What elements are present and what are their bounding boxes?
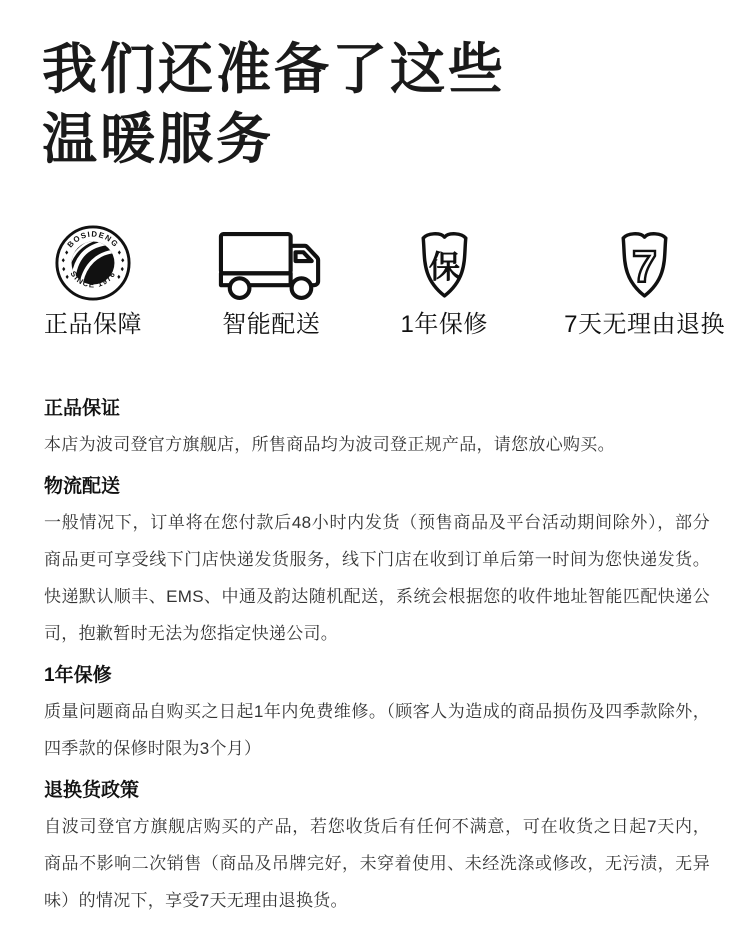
service-label-return: 7天无理由退换 (564, 311, 725, 338)
section-heading: 1年保修 (44, 665, 112, 686)
policy-sections (44, 398, 710, 919)
section-warranty (44, 665, 710, 767)
service-label-delivery: 智能配送 (222, 311, 321, 338)
section-authenticity (44, 398, 710, 463)
section-body: 自波司登官方旗舰店购买的产品，若您收货后有任何不满意，可在收货之日起7天内，商品不影响二次销售（商品及吊牌完好，未穿着使用、未经洗涤或修改，无污渍，无异味）的情况下，享受7天无理由退换货。 (44, 817, 710, 910)
service-icons-row (44, 224, 725, 338)
icon-box (218, 224, 324, 302)
section-body: 一般情况下，订单将在您付款后48小时内发货（预售商品及平台活动期间除外），部分商品更可享受线下门店快递发货服务，线下门店在收到订单后第一时间为您快递发货。快递默认顺丰、EMS、中通及韵达随机配送，系统会根据您的收件地址智能匹配快递公司，抱歉暂时无法为您指定快递公司。 (44, 513, 710, 643)
section-returns (44, 780, 710, 919)
service-item-delivery (218, 224, 324, 338)
icon-box (413, 224, 476, 302)
page-title-line2: 温暖服务 (42, 108, 275, 170)
section-heading: 正品保证 (44, 398, 121, 419)
shield-char-bao: 保 (428, 249, 460, 285)
delivery-truck-icon (218, 229, 324, 302)
icon-box (54, 224, 132, 302)
section-body: 本店为波司登官方旗舰店，所售商品均为波司登正规产品，请您放心购买。 (44, 435, 615, 454)
icon-box (613, 224, 676, 302)
shield-char-7: 7 (632, 242, 657, 292)
service-item-authentic (44, 224, 142, 338)
service-item-return (564, 224, 725, 338)
section-heading: 退换货政策 (44, 780, 140, 801)
badge-top-text: BOSIDENG (65, 229, 121, 250)
service-item-warranty (401, 224, 488, 338)
warranty-shield-icon (413, 229, 476, 302)
section-heading: 物流配送 (44, 476, 121, 497)
return-shield-icon (613, 229, 676, 302)
page-title (42, 34, 710, 174)
service-label-warranty: 1年保修 (400, 311, 488, 338)
section-logistics (44, 476, 710, 652)
bosideng-badge-icon (54, 224, 132, 302)
badge-bottom-text: SINCE 1976 (68, 269, 118, 290)
service-label-authentic: 正品保障 (44, 311, 142, 338)
page-title-line1: 我们还准备了这些 (42, 38, 507, 100)
section-body: 质量问题商品自购买之日起1年内免费维修。（顾客人为造成的商品损伤及四季款除外，四季款的保修时限为3个月） (44, 702, 710, 758)
